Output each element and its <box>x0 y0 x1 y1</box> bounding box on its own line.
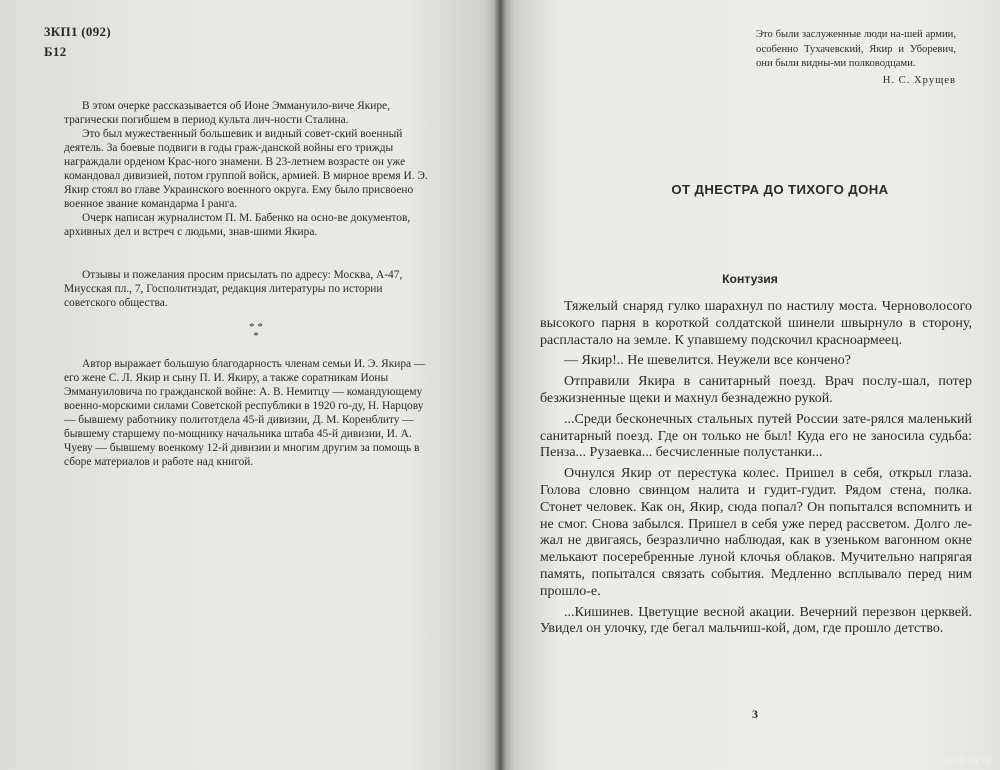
epigraph-author: Н. С. Хрущев <box>882 74 956 86</box>
body-paragraph: — Якир!.. Не шевелится. Неужели все кончено? <box>564 353 851 369</box>
body-paragraph: ...Среди бесконечных стальных путей России зате-рялся маленький санитарный поезд. Где он только не был! Куда его не заносила судьба: Пенза... Рузаевка... бесчисленные полустанки... <box>540 411 972 461</box>
watermark: www.ay.by <box>944 755 992 766</box>
address-paragraph: Отзывы и пожелания просим присылать по адресу: Москва, А-47, Миусская пл., 7, Госполитиздат, редакция литературы по истории советского общества. <box>64 269 403 309</box>
book-spine <box>494 0 506 770</box>
epigraph <box>756 28 956 88</box>
body-paragraph: Отправили Якира в санитарный поезд. Врач послу-шал, потер безжизненные щеки и махнул безнадежно рукой. <box>540 374 972 406</box>
abstract-paragraph: В этом очерке рассказывается об Ионе Эммануило-вичe Якире, трагически погибшем в период культа лич-ности Сталина. <box>64 100 390 126</box>
body-paragraph: Тяжелый снаряд гулко шарахнул по настилу моста. Черноволосого высокого парня в короткой солдатской шинели швырнуло в сторону, распласталo на земле. К упавшему подскочил красноармеец. <box>540 299 972 348</box>
acknowledgement <box>64 357 430 469</box>
chapter-title: ОТ ДНЕСТРА ДО ТИХОГО ДОНА <box>671 182 889 197</box>
body-paragraph: Очнулся Якир от перестука колес. Пришел в себя, открыл глаза. Голова словно свинцом налита и гудит-гудит. Рядом стена, полка. Стонет человек. Как он, Якир, сюда попал? Он попытался вспомнить и не смог. Снова забылся. Пришел в себя уже перед рассветом. Долго ле-жал не двигаясь, безразлично наблюдая, как в узеньком вагонном окне мелькают посеребренные луной клочья облаков. Мучительно напрягая память, попытался связать события. Медленно всплывало перед ним прошло-е. <box>540 466 972 599</box>
address-note <box>64 268 430 310</box>
epigraph-text: Это были заслуженные люди на-шей армии, особенно Тухачевский, Якир и Уборевич, они были видны-ми полководцами. <box>756 29 956 69</box>
page-number: 3 <box>752 707 758 721</box>
chapter-body <box>540 299 972 642</box>
catalog-code: Б12 <box>44 44 67 59</box>
body-paragraph: ...Кишинев. Цветущие весной акации. Вечерний перезвон церквей. Увидел он улочку, где бегал мальчиш-кой, дом, где прошло детство. <box>540 604 972 637</box>
acknowledgement-paragraph: Автор выражает большую благодарность членам семьи И. Э. Якира — его жене С. Л. Якир и сыну П. И. Якиру, а также соратникам Ионы Эммануиловича по гражданской войне: А. В. Немитцу — командующему военно-морскими силами Советской республики в 1920 го-ду, Н. Нарцову — бывшему работнику политотдела 45-й дивизии, Д. М. Коренблиту — бывшему старшему по-мощнику начальника штаба 45-й дивизии, И. А. Чуеву — бывшему военкому 12-й дивизии и многим другим за помощь в сборе материалов и работе над книгой. <box>64 358 426 468</box>
abstract <box>64 99 430 239</box>
abstract-paragraph: Это был мужественный большевик и видный совет-ский военный деятель. За боевые подвиги в годы граж-данской войны его трижды награждали орденом Крас-ного знамени. В 23-летнем возрасте он уже командовал дивизией, потом группой войск, армией. В мирное время И. Э. Якир стоял во главе Украинского военного округа. Ему было присвоено военное звание командарма I ранга. <box>64 128 428 210</box>
abstract-paragraph: Очерк написан журналистом П. М. Бабенко на осно-ве документов, архивных дел и встреч с людьми, знав-шими Якира. <box>64 212 411 238</box>
section-separator: * * * <box>249 321 263 342</box>
classification-code: 3КП1 (092) <box>44 24 111 39</box>
section-title: Контузия <box>722 272 778 286</box>
